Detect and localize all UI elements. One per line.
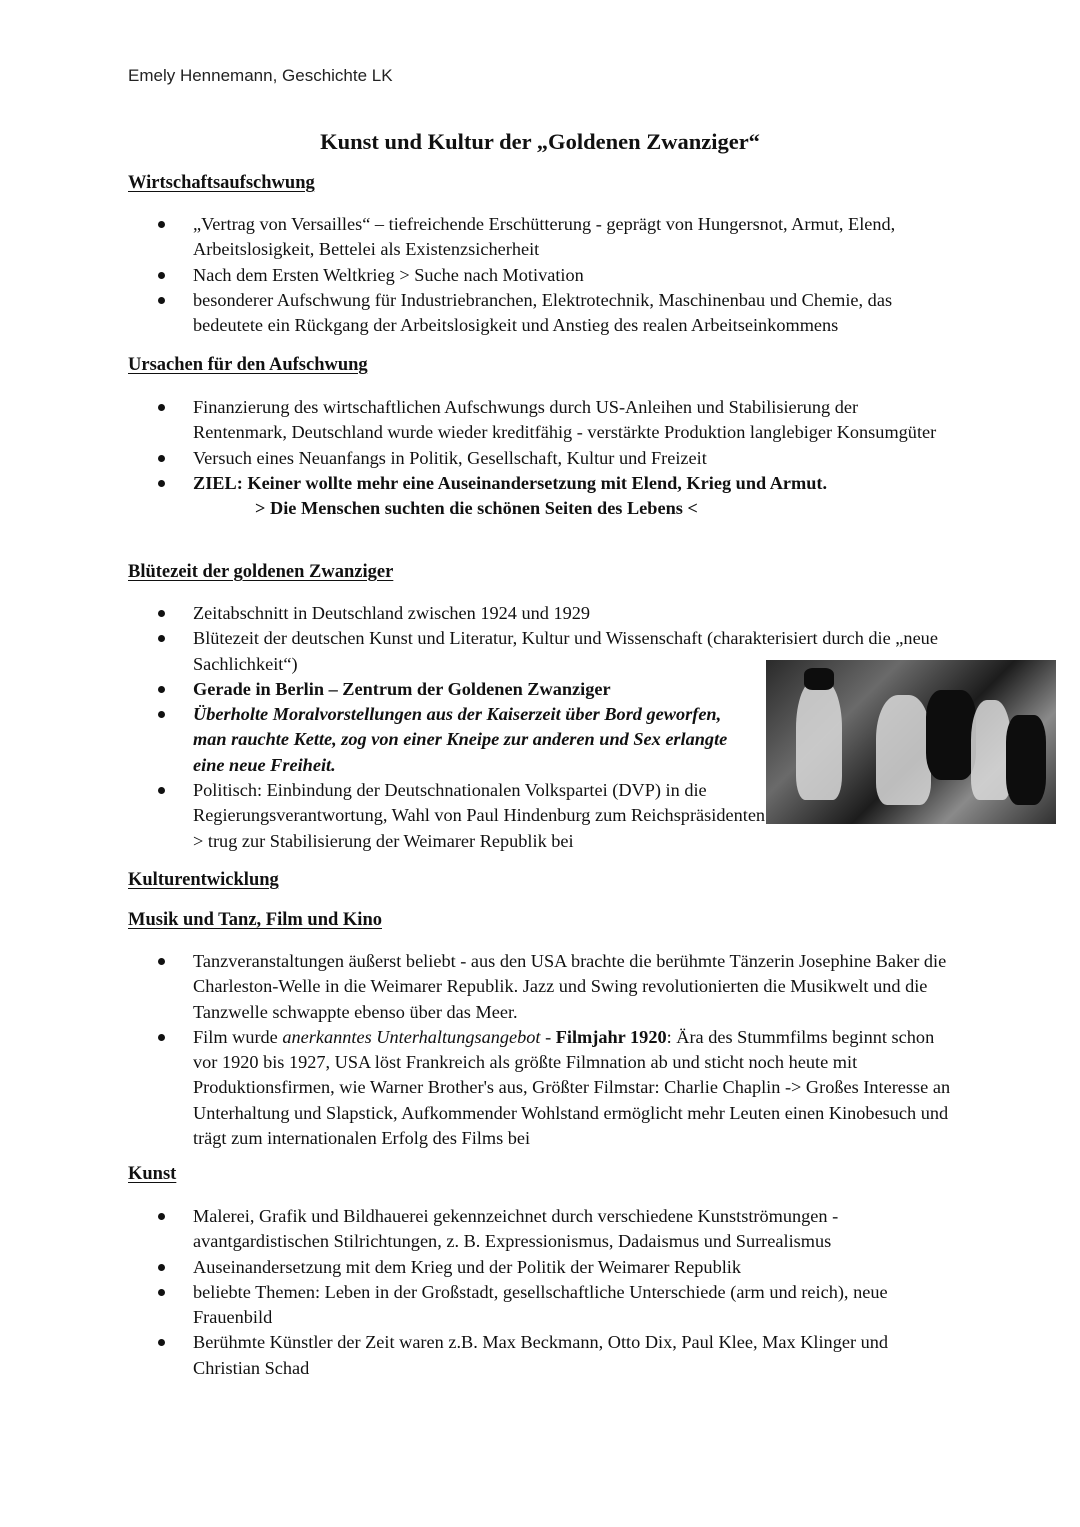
ziel-line-1: ZIEL: Keiner wollte mehr eine Auseinandersetzung mit Elend, Krieg und Armut.	[193, 472, 828, 493]
list-musik-film	[0, 949, 1080, 1151]
heading-kunst: Kunst	[128, 1164, 177, 1184]
film-prefix: Film wurde	[193, 1026, 283, 1047]
list-item: Nach dem Ersten Weltkrieg > Suche nach Motivation	[0, 263, 953, 288]
list-ursachen	[0, 395, 1080, 521]
list-item: beliebte Themen: Leben in der Großstadt, gesellschaftliche Unterschiede (arm und reich), neue Frauenbild	[0, 1280, 933, 1331]
heading-musik-film: Musik und Tanz, Film und Kino	[128, 910, 382, 930]
list-item-moral: Überholte Moralvorstellungen aus der Kaiserzeit über Bord geworfen, man rauchte Kette, zog von einer Kneipe zur anderen und Sex erlangte eine neue Freiheit.	[0, 702, 738, 778]
cabaret-dancers-photo	[766, 660, 1056, 824]
list-item: Zeitabschnitt in Deutschland zwischen 1924 und 1929	[0, 601, 953, 626]
ziel-line-2: > Die Menschen suchten die schönen Seiten des Lebens <	[255, 498, 698, 519]
list-wirtschaftsaufschwung	[0, 212, 1080, 338]
list-item-politisch: Politisch: Einbindung der Deutschnationalen Volkspartei (DVP) in die Regierungsverantwortung, Wahl von Paul Hindenburg zum Reichspräsidenten > trug zur Stabilisierung der Weimarer Republik bei	[0, 778, 771, 854]
list-item: Finanzierung des wirtschaftlichen Aufschwungs durch US-Anleihen und Stabilisierung der Rentenmark, Deutschland wurde wieder kreditfähig - verstärkte Produktion langlebiger Konsumgüter	[0, 395, 953, 446]
film-italic: anerkanntes Unterhaltungsangebot	[282, 1026, 541, 1047]
list-kunst	[0, 1204, 1080, 1381]
list-item: Malerei, Grafik und Bildhauerei gekennzeichnet durch verschiedene Kunstströmungen - avantgardistischen Stilrichtungen, z. B. Expressionismus, Dadaismus und Surrealismus	[0, 1204, 933, 1255]
list-item-film	[0, 1025, 963, 1151]
list-item: Berühmte Künstler der Zeit waren z.B. Max Beckmann, Otto Dix, Paul Klee, Max Klinger und Christian Schad	[0, 1330, 933, 1381]
author-header: Emely Hennemann, Geschichte LK	[128, 66, 393, 85]
list-item: besonderer Aufschwung für Industriebranchen, Elektrotechnik, Maschinenbau und Chemie, das bedeutete ein Rückgang der Arbeitslosigkeit und Anstieg des realen Arbeitseinkommens	[0, 288, 953, 339]
list-item: Versuch eines Neuanfangs in Politik, Gesellschaft, Kultur und Freizeit	[0, 446, 953, 471]
list-item: Tanzveranstaltungen äußerst beliebt - aus den USA brachte die berühmte Tänzerin Josephine Baker die Charleston-Welle in die Weimarer Republik. Jazz und Swing revolutionierten die Musikwelt und die Tanzwelle schwappte ebenso über das Meer.	[0, 949, 963, 1025]
heading-kulturentwicklung: Kulturentwicklung	[128, 870, 279, 890]
heading-ursachen: Ursachen für den Aufschwung	[128, 355, 368, 375]
film-dash: -	[540, 1026, 556, 1047]
film-rest: : Ära des Stummfilms beginnt schon vor 1920 bis 1927, USA löst Frankreich als größte Filmnation ab und sticht noch heute mit Produktionsfirmen, wie Warner Brother's aus, Größter Filmstar: Charlie Chaplin -> Großes Interesse an Unterhaltung und Slapstick, Aufkommender Wohlstand ermöglicht mehr Leuten einen Kinobesuch und trägt zum internationalen Erfolg des Films bei	[193, 1026, 951, 1149]
list-item-berlin: Gerade in Berlin – Zentrum der Goldenen Zwanziger	[0, 677, 773, 702]
heading-wirtschaftsaufschwung: Wirtschaftsaufschwung	[128, 173, 315, 193]
list-item: Auseinandersetzung mit dem Krieg und der Politik der Weimarer Republik	[0, 1255, 933, 1280]
list-item: „Vertrag von Versailles“ – tiefreichende Erschütterung - geprägt von Hungersnot, Armut, Elend, Arbeitslosigkeit, Bettelei als Existenzsicherheit	[0, 212, 953, 263]
heading-bluetezeit: Blütezeit der goldenen Zwanziger	[128, 562, 394, 582]
film-bold: Filmjahr 1920	[555, 1026, 667, 1047]
list-item-ziel	[0, 471, 973, 522]
list-item: Blütezeit der deutschen Kunst und Literatur, Kultur und Wissenschaft (charakterisiert durch die „neue Sachlichkeit“)	[0, 626, 953, 677]
document-title: Kunst und Kultur der „Goldenen Zwanziger“	[320, 129, 760, 154]
